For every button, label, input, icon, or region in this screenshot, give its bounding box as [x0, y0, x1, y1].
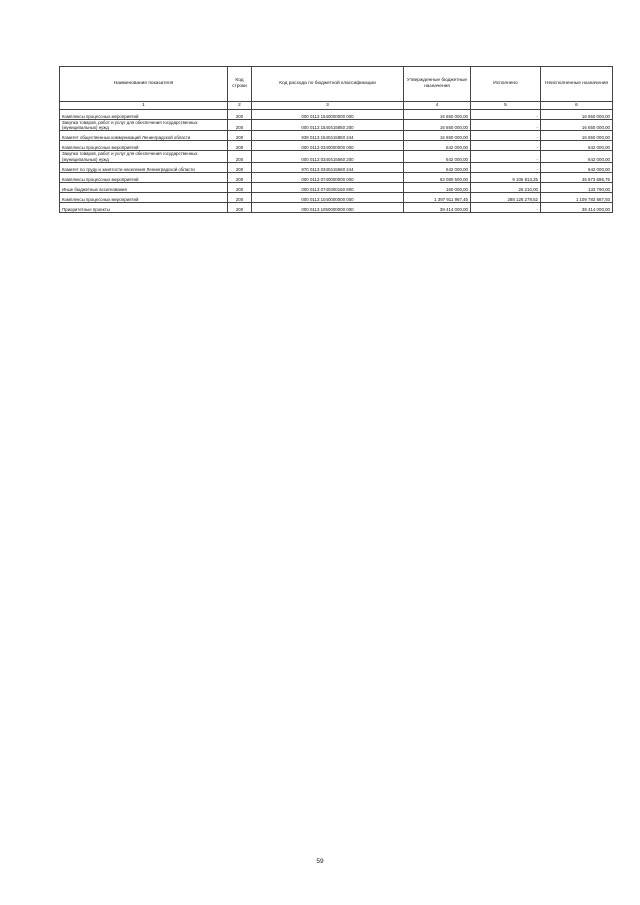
row-unexecuted: 133 790,00: [541, 182, 613, 192]
row-budget-code: 970 0113 0340415560 244: [252, 162, 404, 172]
row-name: Иные бюджетные ассигнования: [60, 182, 228, 192]
row-unexecuted: 1 109 783 687,93: [541, 192, 613, 202]
budget-execution-table: [59, 66, 613, 213]
row-line-code: 200: [228, 141, 252, 151]
row-budget-code: 000 0113 1540000000 000: [252, 110, 404, 120]
row-line-code: 200: [228, 151, 252, 162]
column-number: 6: [541, 102, 613, 110]
table-row: [60, 131, 613, 141]
budget-table-sheet: [59, 66, 612, 213]
row-unexecuted: 16 650 000,00: [541, 131, 613, 141]
table-row: [60, 182, 613, 192]
row-budget-code: 000 0113 0340000000 000: [252, 141, 404, 151]
header-line-code: Код строки: [228, 67, 252, 102]
row-approved: 1 397 911 987,45: [404, 192, 471, 202]
row-executed: -: [471, 162, 541, 172]
row-approved: 642 000,00: [404, 162, 471, 172]
row-executed: 26 210,00: [471, 182, 541, 192]
row-line-code: 200: [228, 192, 252, 202]
row-name: Приоритетные проекты: [60, 202, 228, 212]
row-approved: 16 650 000,00: [404, 131, 471, 141]
row-name: Комплексы процессных мероприятий: [60, 141, 228, 151]
table-row: [60, 192, 613, 202]
row-approved: 16 650 000,00: [404, 110, 471, 120]
row-line-code: 200: [228, 202, 252, 212]
row-executed: -: [471, 120, 541, 131]
table-row: [60, 141, 613, 151]
row-approved: 160 000,00: [404, 182, 471, 192]
row-approved: 38 414 000,00: [404, 202, 471, 212]
row-unexecuted: 642 000,00: [541, 162, 613, 172]
row-line-code: 200: [228, 162, 252, 172]
table-row: [60, 110, 613, 120]
row-executed: -: [471, 110, 541, 120]
row-approved: 642 000,00: [404, 151, 471, 162]
header-executed: Исполнено: [471, 67, 541, 102]
row-name: Комплексы процессных мероприятий: [60, 192, 228, 202]
column-number: 4: [404, 102, 471, 110]
row-executed: 288 128 279,52: [471, 192, 541, 202]
row-unexecuted: 642 000,00: [541, 151, 613, 162]
column-number: 2: [228, 102, 252, 110]
row-budget-code: 000 0113 0740300160 800: [252, 182, 404, 192]
row-executed: -: [471, 151, 541, 162]
header-budget-code: Код расхода по бюджетной классификации: [252, 67, 404, 102]
row-budget-code: 938 0113 1540415850 244: [252, 131, 404, 141]
table-row: [60, 162, 613, 172]
row-executed: 9 106 813,25: [471, 172, 541, 182]
row-unexecuted: 642 000,00: [541, 141, 613, 151]
table-header-row: [60, 67, 613, 102]
row-name: Комитет по труду и занятости населения Ленинградской области: [60, 162, 228, 172]
row-approved: 63 080 500,00: [404, 172, 471, 182]
page-number: 59: [316, 858, 324, 865]
column-number: 3: [252, 102, 404, 110]
column-number: 1: [60, 102, 228, 110]
row-line-code: 200: [228, 131, 252, 141]
column-number-row: [60, 102, 613, 110]
table-row: [60, 151, 613, 162]
row-unexecuted: 16 650 000,00: [541, 110, 613, 120]
row-line-code: 200: [228, 172, 252, 182]
row-unexecuted: 38 414 000,00: [541, 202, 613, 212]
row-name: Комплексы процессных мероприятий: [60, 110, 228, 120]
column-number: 5: [471, 102, 541, 110]
header-unexecuted: Неисполненные назначения: [541, 67, 613, 102]
row-executed: -: [471, 202, 541, 212]
row-line-code: 200: [228, 120, 252, 131]
row-line-code: 200: [228, 182, 252, 192]
table-row: [60, 172, 613, 182]
row-name: Закупка товаров, работ и услуг для обеспечения государственных (муниципальных) нужд: [60, 151, 228, 162]
row-line-code: 200: [228, 110, 252, 120]
row-approved: 642 000,00: [404, 141, 471, 151]
row-approved: 16 650 000,00: [404, 120, 471, 131]
row-budget-code: 000 0113 1540415850 200: [252, 120, 404, 131]
row-budget-code: 000 0113 1050000000 000: [252, 202, 404, 212]
row-budget-code: 000 0113 0740000000 000: [252, 172, 404, 182]
header-indicator-name: Наименование показателя: [60, 67, 228, 102]
row-name: Комплексы процессных мероприятий: [60, 172, 228, 182]
row-name: Комитет общественных коммуникаций Ленинградской области: [60, 131, 228, 141]
row-name: Закупка товаров, работ и услуг для обеспечения государственных (муниципальных) нужд: [60, 120, 228, 131]
row-budget-code: 000 0113 0340415560 200: [252, 151, 404, 162]
row-executed: -: [471, 131, 541, 141]
row-unexecuted: 16 650 000,00: [541, 120, 613, 131]
row-executed: -: [471, 141, 541, 151]
row-unexecuted: 45 873 686,75: [541, 172, 613, 182]
table-row: [60, 202, 613, 212]
table-row: [60, 120, 613, 131]
header-approved: Утвержденные бюджетные назначения: [404, 67, 471, 102]
table-body: [60, 110, 613, 213]
row-budget-code: 000 0113 1040000000 000: [252, 192, 404, 202]
